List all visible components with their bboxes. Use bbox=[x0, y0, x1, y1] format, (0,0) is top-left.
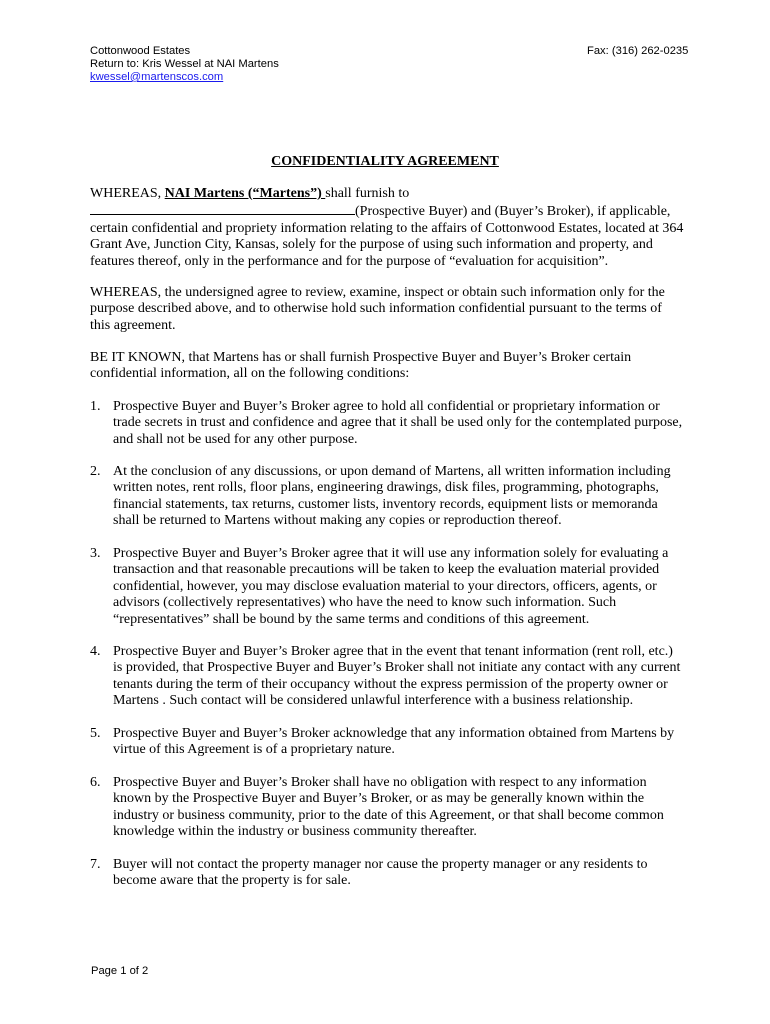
prospective-buyer-blank-line bbox=[90, 202, 355, 215]
condition-text: Prospective Buyer and Buyer’s Broker shall have no obligation with respect to any information known by the Prospective Buyer and Buyer’s Broker, or as may be generally known within the industry or business community, prior to the date of this Agreement, or that shall become common knowledge within the industry or business community thereafter. bbox=[113, 775, 664, 840]
condition-number: 4. bbox=[90, 644, 101, 659]
whereas-lead: WHEREAS, bbox=[90, 186, 165, 201]
condition-text: At the conclusion of any discussions, or upon demand of Martens, all written information including written notes, rent rolls, floor plans, engineering drawings, disk files, programming, photographs, financial statements, tax returns, customer lists, inventory records, equipment lists or memoranda shall be returned to Martens without making any copies or reproduction thereof. bbox=[113, 464, 671, 529]
condition-item-6 bbox=[90, 775, 685, 841]
condition-item-7 bbox=[90, 857, 685, 890]
project-name: Cottonwood Estates bbox=[90, 45, 191, 57]
email-link[interactable]: kwessel@martenscos.com bbox=[90, 71, 224, 83]
condition-number: 1. bbox=[90, 399, 101, 414]
condition-number: 2. bbox=[90, 464, 101, 479]
condition-number: 5. bbox=[90, 726, 101, 741]
condition-item-5 bbox=[90, 726, 685, 759]
condition-number: 3. bbox=[90, 546, 101, 561]
return-to-line: Return to: Kris Wessel at NAI Martens bbox=[90, 58, 279, 70]
condition-number: 6. bbox=[90, 775, 101, 790]
whereas-paragraph-1 bbox=[90, 186, 685, 270]
fax-number: Fax: (316) 262-0235 bbox=[587, 45, 689, 57]
condition-item-1 bbox=[90, 399, 685, 448]
party-name: NAI Martens (“Martens”) bbox=[164, 186, 326, 201]
whereas-after-party: shall furnish to bbox=[325, 186, 410, 201]
document-title: CONFIDENTIALITY AGREEMENT bbox=[271, 154, 499, 169]
condition-item-4 bbox=[90, 644, 685, 710]
condition-text: Buyer will not contact the property manager nor cause the property manager or any residents to become aware that the property is for sale. bbox=[113, 857, 648, 889]
whereas-body: certain confidential and propriety information relating to the affairs of Cottonwood Estates, located at 364 Grant Ave, Junction City, Kansas, solely for the purpose of using such information and property, and features thereof, only in the performance and for the purpose of “evaluation for acquisition”. bbox=[90, 220, 684, 269]
condition-text: Prospective Buyer and Buyer’s Broker agree that in the event that tenant information (rent roll, etc.) is provided, that Prospective Buyer and Buyer’s Broker shall not initiate any contact with any current tenants during the term of their occupancy without the express permission of the property owner or Martens . Such contact will be considered unlawful interference with a business relationship. bbox=[113, 644, 681, 709]
condition-text: Prospective Buyer and Buyer’s Broker acknowledge that any information obtained from Martens by virtue of this Agreement is of a proprietary nature. bbox=[113, 726, 675, 758]
condition-number: 7. bbox=[90, 857, 101, 872]
be-it-known-paragraph: BE IT KNOWN, that Martens has or shall furnish Prospective Buyer and Buyer’s Broker certain confidential information, all on the following conditions: bbox=[90, 350, 632, 382]
whereas-after-blank: (Prospective Buyer) and (Buyer’s Broker), if applicable, bbox=[355, 204, 671, 220]
page-number: Page 1 of 2 bbox=[91, 965, 149, 977]
document-header bbox=[90, 45, 279, 84]
condition-item-3 bbox=[90, 546, 685, 628]
condition-item-2 bbox=[90, 464, 685, 530]
condition-text: Prospective Buyer and Buyer’s Broker agree that it will use any information solely for evaluating a transaction and that reasonable precautions will be taken to keep the evaluation material provided confidential, however, you may disclose evaluation material to your directors, officers, agents, or advisors (collectively representatives) who have the need to know such information. Such “representatives” shall be bound by the same terms and conditions of this agreement. bbox=[113, 546, 669, 627]
condition-text: Prospective Buyer and Buyer’s Broker agree to hold all confidential or proprietary information or trade secrets in trust and confidence and agree that it shall be used only for the contemplated purpose, and shall not be used for any other purpose. bbox=[113, 399, 683, 447]
whereas-paragraph-2: WHEREAS, the undersigned agree to review, examine, inspect or obtain such information only for the purpose described above, and to otherwise hold such information confidential pursuant to the terms of this agreement. bbox=[90, 285, 665, 333]
